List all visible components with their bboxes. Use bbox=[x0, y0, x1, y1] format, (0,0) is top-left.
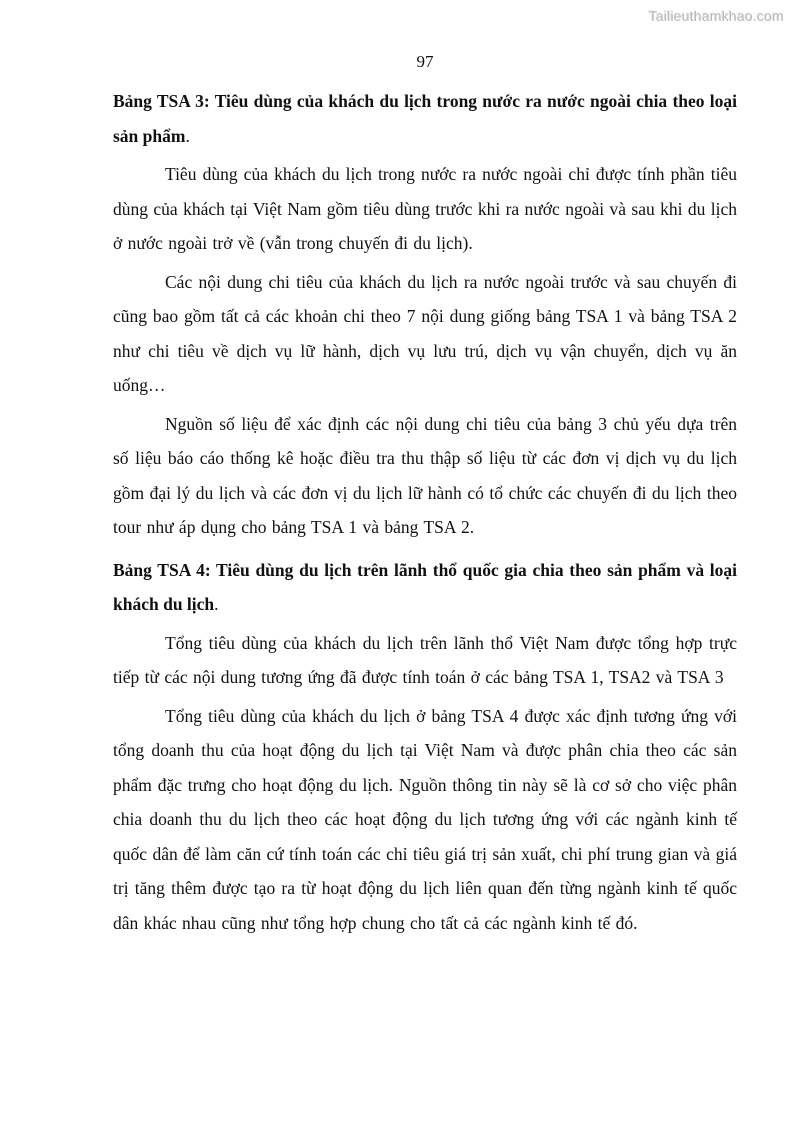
paragraph-tsa3-scope: Tiêu dùng của khách du lịch trong nước ra nước ngoài chỉ được tính phần tiêu dùng của khách tại Việt Nam gồm tiêu dùng trước khi ra nước ngoài và sau khi du lịch ở nước ngoài trở về (vẫn trong chuyến đi du lịch). bbox=[113, 164, 737, 253]
heading-bang-tsa-4-period: . bbox=[214, 594, 219, 614]
paragraph-tsa4-total: Tổng tiêu dùng của khách du lịch trên lãnh thổ Việt Nam được tổng hợp trực tiếp từ các nội dung tương ứng đã được tính toán ở các bảng TSA 1, TSA2 và TSA 3 bbox=[113, 632, 737, 687]
heading-bang-tsa-3-text: Bảng TSA 3: Tiêu dùng của khách du lịch trong nước ra nước ngoài chia theo loại sản phẩm bbox=[113, 91, 737, 146]
paragraph-tsa4-revenue: Tổng tiêu dùng của khách du lịch ở bảng TSA 4 được xác định tương ứng với tổng doanh thu của hoạt động du lịch tại Việt Nam và được phân chia theo các sản phẩm đặc trưng cho hoạt động du lịch. Nguồn thông tin này sẽ là cơ sở cho việc phân chia doanh thu du lịch theo các hoạt động du lịch tương ứng với các ngành kinh tế quốc dân để làm căn cứ tính toán các chỉ tiêu giá trị sản xuất, chi phí trung gian và giá trị tăng thêm được tạo ra từ hoạt động du lịch liên quan đến từng ngành kinh tế quốc dân khác nhau cũng như tổng hợp chung cho tất cả các ngành kinh tế đó. bbox=[113, 705, 737, 933]
heading-bang-tsa-3-period: . bbox=[185, 125, 190, 146]
paragraph-tsa3-contents: Các nội dung chi tiêu của khách du lịch ra nước ngoài trước và sau chuyến đi cũng bao gồm tất cả các khoản chi theo 7 nội dung giống bảng TSA 1 và bảng TSA 2 như chi tiêu về dịch vụ lữ hành, dịch vụ lưu trú, dịch vụ vận chuyển, dịch vụ ăn uống… bbox=[113, 271, 737, 395]
heading-bang-tsa-3 bbox=[113, 84, 737, 153]
heading-bang-tsa-4 bbox=[113, 553, 737, 622]
page-body bbox=[113, 48, 737, 940]
paragraph-tsa3-sources: Nguồn số liệu để xác định các nội dung chi tiêu của bảng 3 chủ yếu dựa trên số liệu báo cáo thống kê hoặc điều tra thu thập số liệu từ các đơn vị dịch vụ du lịch gồm đại lý du lịch và các đơn vị du lịch lữ hành có tổ chức các chuyến đi du lịch theo tour như áp dụng cho bảng TSA 1 và bảng TSA 2. bbox=[113, 413, 737, 537]
heading-bang-tsa-4-text: Bảng TSA 4: Tiêu dùng du lịch trên lãnh thổ quốc gia chia theo sản phẩm và loại khách du lịch bbox=[113, 559, 737, 614]
page-number: 97 bbox=[416, 52, 434, 71]
site-watermark: Tailieuthamkhao.com bbox=[648, 8, 784, 24]
